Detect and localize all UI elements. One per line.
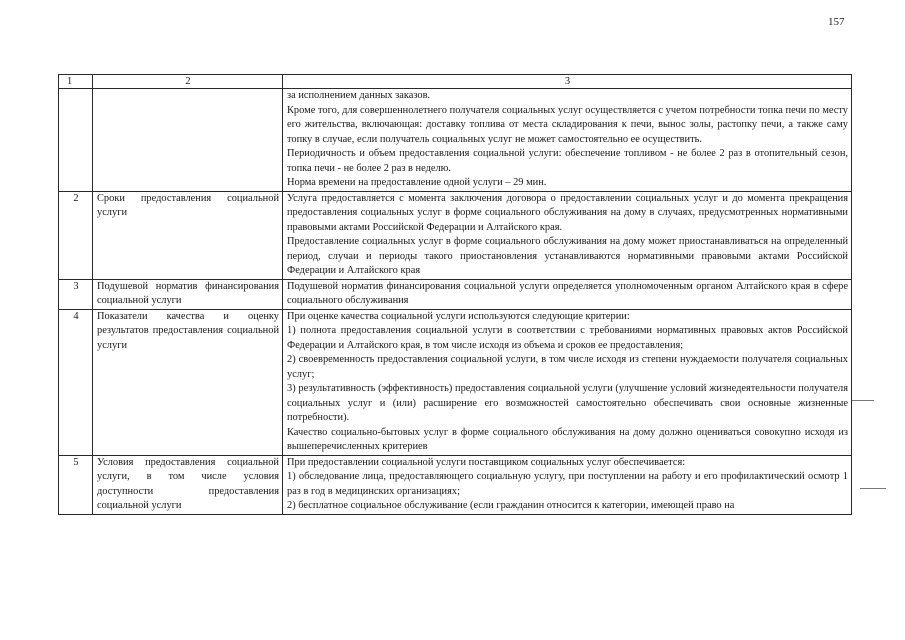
paragraph: 2) бесплатное социальное обслуживание (если гражданин относится к категории, имеющей право на xyxy=(287,500,735,511)
row-name: Условия предоставления социальной услуги, в том числе условия доступности предоставления социальной услуги xyxy=(93,455,283,514)
row-description xyxy=(283,279,852,309)
table-row xyxy=(59,455,852,514)
scan-artifact xyxy=(852,400,874,401)
row-description xyxy=(283,191,852,279)
paragraph: Кроме того, для совершеннолетнего получателя социальных услуг осуществляется с учетом потребности топка печи по месту его жительства, включающая: доставку топлива от места складирования к печи, вынос золы, растопку печи, а также саму топку в случае, если получатель социальных услуг не может самостоятельно ее осуществить. xyxy=(287,104,848,145)
paragraph: Норма времени на предоставление одной услуги – 29 мин. xyxy=(287,177,547,188)
page-number: 157 xyxy=(828,16,845,28)
paragraph: Предоставление социальных услуг в форме социального обслуживания на дому может приостанавливаться на определенный период, случаи и периоды такого приостановления устанавливаются нормативными правовыми актами Российской Федерации и Алтайского края xyxy=(287,236,848,276)
table-row xyxy=(59,279,852,309)
table-header-row xyxy=(59,75,852,89)
row-description xyxy=(283,455,852,514)
header-col-3: 3 xyxy=(283,75,852,89)
row-number xyxy=(59,89,93,192)
row-number: 2 xyxy=(59,191,93,279)
paragraph: При предоставлении социальной услуги поставщиком социальных услуг обеспечивается: xyxy=(287,456,686,468)
paragraph: 1) полнота предоставления социальной услуги в соответствии с требованиями нормативных правовых актов Российской Федерации и Алтайского края, в том числе исходя из объема и сроков ее предоставления; xyxy=(287,325,848,351)
paragraph: Подушевой норматив финансирования социальной услуги определяется уполномоченным органом Алтайского края в сфере социального обслуживания xyxy=(287,280,848,306)
row-number: 3 xyxy=(59,279,93,309)
table-row xyxy=(59,191,852,279)
row-description xyxy=(283,309,852,455)
paragraph: Услуга предоставляется с момента заключения договора о предоставлении социальных услуг и до момента прекращения предоставления социальных услуг в форме социального обслуживания на дому в случаях, предусмотренных нормативными правовыми актами Российской Федерации и Алтайского края. xyxy=(287,192,848,233)
row-name xyxy=(93,89,283,192)
table-row xyxy=(59,89,852,192)
row-number: 5 xyxy=(59,455,93,514)
header-col-2: 2 xyxy=(93,75,283,89)
row-name: Подушевой норматив финансирования социальной услуги xyxy=(93,279,283,309)
paragraph: Периодичность и объем предоставления социальной услуги: обеспечение топливом - не более 2 раз в отопительный сезон, топка печи - не более 2 раз в неделю. xyxy=(287,148,848,174)
row-description xyxy=(283,89,852,192)
services-table xyxy=(58,74,852,515)
paragraph: 2) своевременность предоставления социальной услуги, в том числе исходя из степени нуждаемости получателя социальных услуг; xyxy=(287,354,848,380)
paragraph: Качество социально-бытовых услуг в форме социального обслуживания на дому должно оцениваться совокупно исходя из вышеперечисленных критериев xyxy=(287,426,848,452)
paragraph: 3) результативность (эффективность) предоставления социальной услуги (улучшение условий жизнедеятельности получателя социальных услуг и (или) расширение его возможностей самостоятельно обеспечивать свои основные жизненные потребности). xyxy=(287,383,848,423)
paragraph: 1) обследование лица, предоставляющего социальную услугу, при поступлении на работу и его профилактический осмотр 1 раз в год в медицинских организациях; xyxy=(287,471,848,497)
paragraph: При оценке качества социальной услуги используются следующие критерии: xyxy=(287,310,630,322)
row-name: Сроки предоставления социальной услуги xyxy=(93,191,283,279)
row-name: Показатели качества и оценку результатов предоставления социальной услуги xyxy=(93,309,283,455)
scan-artifact xyxy=(860,488,886,489)
row-number: 4 xyxy=(59,309,93,455)
header-col-1: 1 xyxy=(59,75,93,89)
paragraph: за исполнением данных заказов. xyxy=(287,90,431,101)
table-row xyxy=(59,309,852,455)
